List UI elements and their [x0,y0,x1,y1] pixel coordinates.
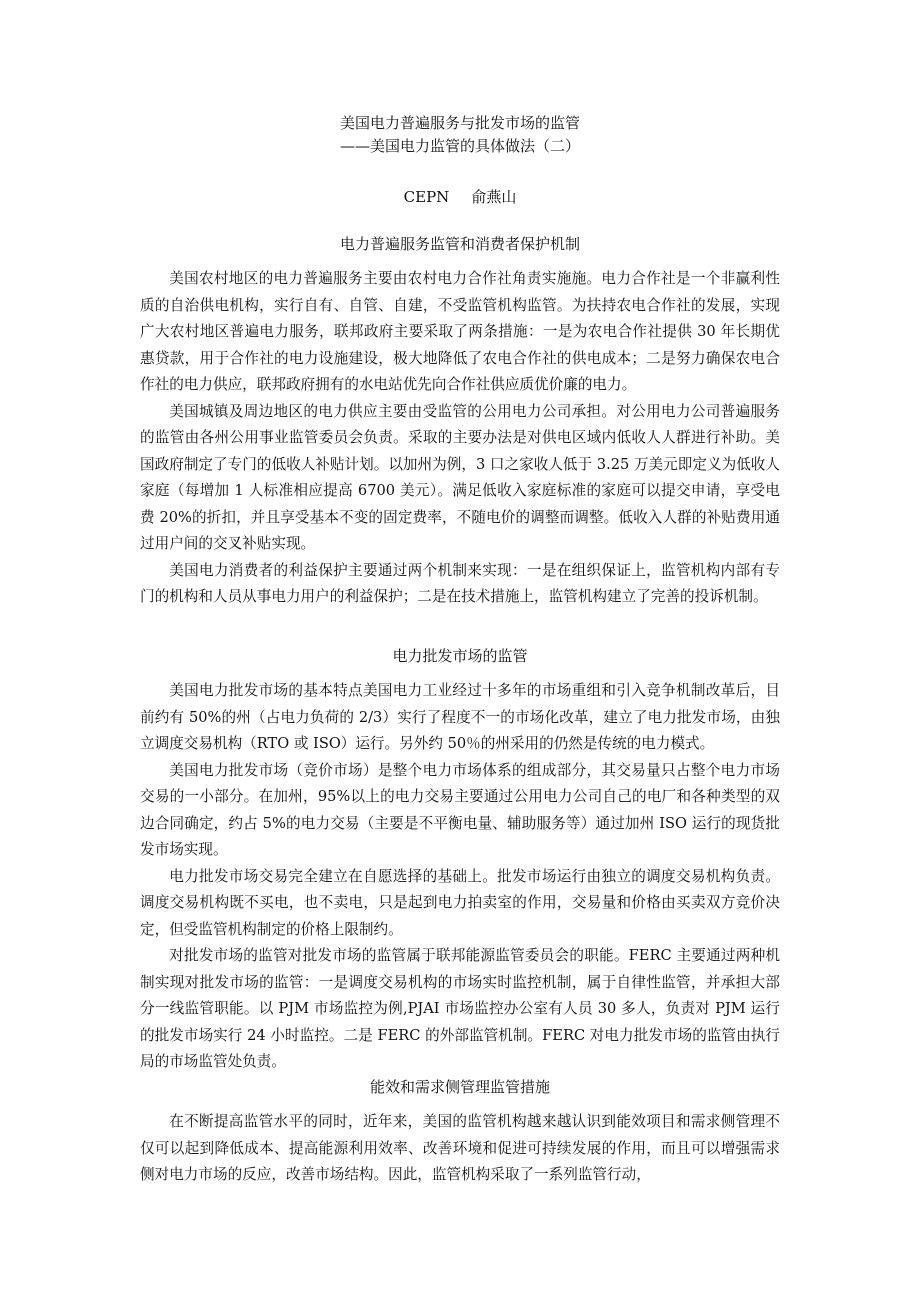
paragraph: 电力批发市场交易完全建立在自愿选择的基础上。批发市场运行由独立的调度交易机构负责。调度交易机构既不买电，也不卖电，只是起到电力拍卖室的作用，交易量和价格由买卖双方竞价决定，但受监管机构制定的价格上限制约。 [140,867,780,938]
section-heading-text: 电力普遍服务监管和消费者保护机制 [339,235,580,253]
section-body [140,1109,780,1189]
paragraph: 对批发市场的监管对批发市场的监管属于联邦能源监管委员会的职能。FERC 主要通过两种机制实现对批发市场的监管：一是调度交易机构的市场实时监控机制，属于自律性监管，并承担大部分一线监管职能。以 PJM 市场监控为例,PJAI 市场监控办公室有人员 30 多人，负责对 PJM 运行的批发市场实行 24 小时监控。二是 FERC 的外部监管机制。FERC 对电力批发市场的监管由执行局的市场监管处负责。 [140,947,780,1070]
document-subtitle: ——美国电力监管的具体做法（二） [339,137,580,155]
paragraph: 在不断提高监管水平的同时，近年来，美国的监管机构越来越认识到能效项目和需求侧管理不仅可以起到降低成本、提高能源利用效率、改善环境和促进可持续发展的作用，而且可以增强需求侧对电力市场的反应，改善市场结构。因此，监管机构采取了一系列监管行动， [140,1113,780,1183]
section-heading-text: 能效和需求侧管理监管措施 [369,1078,550,1096]
document-title: 美国电力普遍服务与批发市场的监管 [339,114,580,132]
author-name: 俞燕山 [471,188,517,206]
section-heading [140,645,780,667]
section-body [140,678,780,1076]
paragraph: 美国电力批发市场（竞价市场）是整个电力市场体系的组成部分，其交易量只占整个电力市场交易的一小部分。在加州，95%以上的电力交易主要通过公用电力公司自己的电厂和各种类型的双边合同确定，约占 5%的电力交易（主要是不平衡电量、辅助服务等）通过加州 ISO 运行的现货批发市场实现。 [140,761,780,858]
section-body [140,266,780,611]
paragraph: 美国农村地区的电力普遍服务主要由农村电力合作社角责实施施。电力合作社是一个非赢利性质的自治供电机构，实行自有、自管、自建，不受监管机构监管。为扶持农电合作社的发展，实现广大农村地区普遍电力服务，联邦政府主要采取了两条措施：一是为农电合作社提供 30 年长期优惠贷款，用于合作社的电力设施建设，极大地降低了农电合作社的供电成本；二是努力确保农电合作社的电力供应，联邦政府拥有的水电站优先向合作社供应质优价廉的电力。 [140,270,780,393]
paragraph: 美国电力批发市场的基本特点美国电力工业经过十多年的市场重组和引入竞争机制改革后，目前约有 50%的州（占电力负荷的 2/3）实行了程度不一的市场化改革，建立了电力批发市场，由独立调度交易机构（RTO 或 ISO）运行。另外约 50％的州采用的仍然是传统的电力模式。 [140,682,780,752]
paragraph: 美国电力消费者的利益保护主要通过两个机制来实现：一是在组织保证上，监管机构内部有专门的机构和人员从事电力用户的利益保护；二是在技术措施上，监管机构建立了完善的投诉机制。 [140,561,780,605]
paragraph: 美国城镇及周边地区的电力供应主要由受监管的公用电力公司承担。对公用电力公司普遍服务的监管由各州公用事业监管委员会负责。采取的主要办法是对供电区域内低收人人群进行补助。美国政府制定了专门的低收人补贴计划。以加州为例，3 口之家收人低于 3.25 万美元即定义为低收人家庭（每增加 1 人标准相应提高 6700 美元）。满足低收入家庭标准的家庭可以提交申请，享受电费 20%的折扣，并且享受基本不变的固定费率，不随电价的调整而调整。低收入人群的补贴费用通过用户间的交叉补贴实现。 [140,402,780,552]
section-heading [140,233,780,255]
author-organization: CEPN [403,188,450,206]
section-heading [140,1076,780,1098]
section-heading-text: 电力批发市场的监管 [392,647,528,665]
author-line [0,186,920,208]
